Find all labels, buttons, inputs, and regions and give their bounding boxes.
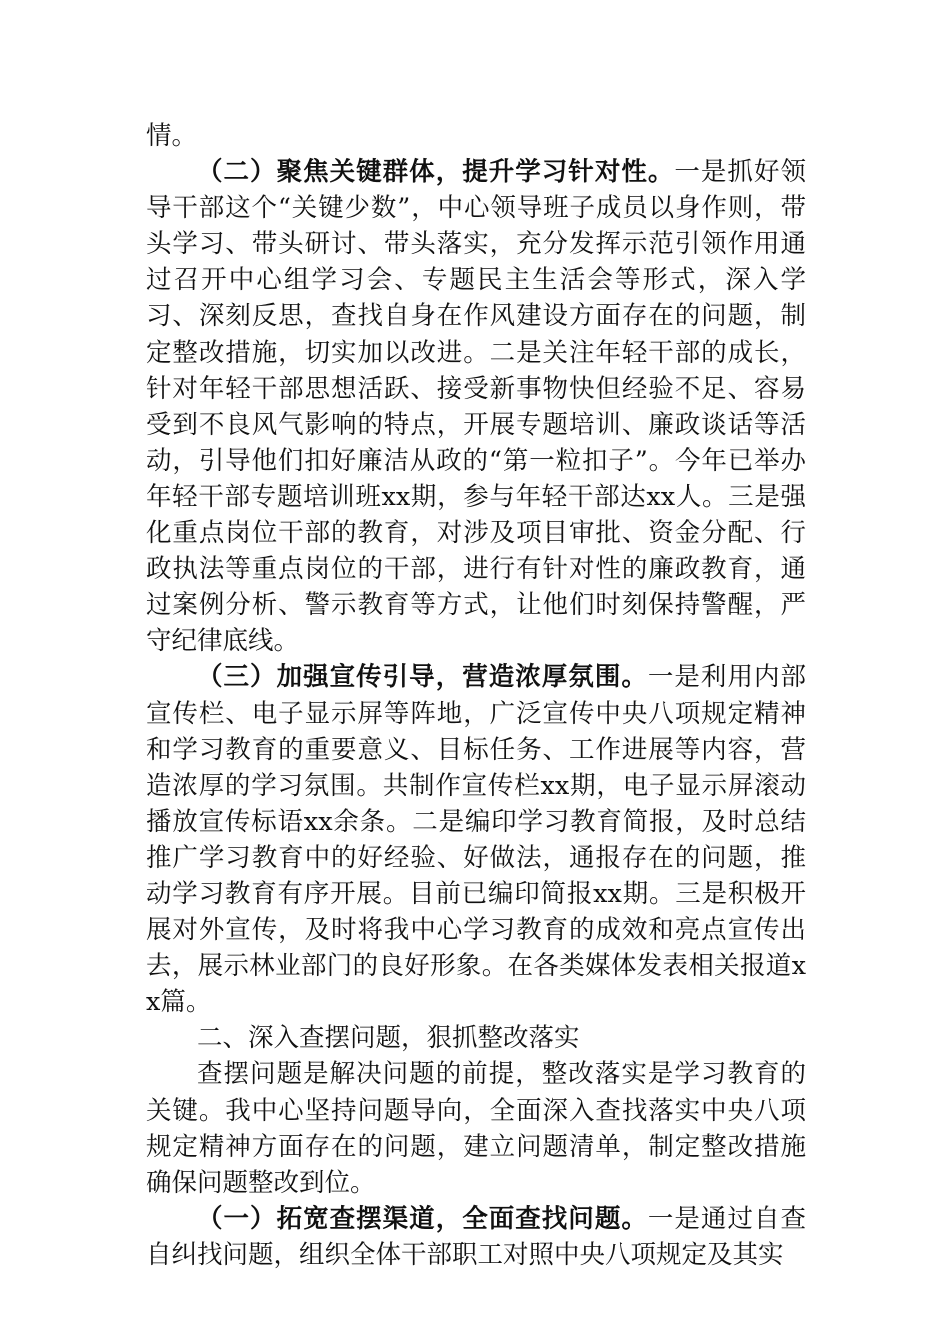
paragraph-text: 查摆问题是解决问题的前提，整改落实是学习教育的关键。我中心坚持问题导向，全面深入查找落实中央八项规定精神方面存在的问题，建立问题清单，制定整改措施确保问题整改到位。 <box>146 1059 806 1198</box>
paragraph-text: 情。 <box>146 121 198 151</box>
paragraph-lead: （二）聚焦关键群体，提升学习针对性。 <box>197 157 675 188</box>
paragraph-lead: （三）加强宣传引导，营造浓厚氛围。 <box>197 662 648 693</box>
paragraph-publicity <box>146 659 806 1020</box>
paragraph-key-groups <box>146 154 806 659</box>
paragraph-text: 一是抓好领导干部这个“关键少数”，中心领导班子成员以身作则，带头学习、带头研讨、带头落实，充分发挥示范引领作用通过召开中心组学习会、专题民主生活会等形式，深入学习、深刻反思，查找自身在作风建设方面存在的问题，制定整改措施，切实加以改进。二是关注年轻干部的成长，针对年轻干部思想活跃、接受新事物快但经验不足、容易受到不良风气影响的特点，开展专题培训、廉政谈话等活动，引导他们扣好廉洁从政的“第一粒扣子”。今年已举办年轻干部专题培训班xx期，参与年轻干部达xx人。三是强化重点岗位干部的教育，对涉及项目审批、资金分配、行政执法等重点岗位的干部，进行有针对性的廉政教育，通过案例分析、警示教育等方式，让他们时刻保持警醒，严守纪律底线。 <box>146 157 806 657</box>
paragraph-text: 一是通过自查自纠找问题，组织全体干部职工对照中央八项规定及其实 <box>146 1203 806 1270</box>
section-heading: 二、深入查摆问题，狠抓整改落实 <box>197 1023 580 1054</box>
paragraph-channels <box>146 1201 806 1273</box>
paragraph-text: 一是利用内部宣传栏、电子显示屏等阵地，广泛宣传中央八项规定精神和学习教育的重要意义、目标任务、工作进展等内容，营造浓厚的学习氛围。共制作宣传栏xx期，电子显示屏滚动播放宣传标语xx余条。二是编印学习教育简报，及时总结推广学习教育中的好经验、好做法，通报存在的问题，推动学习教育有序开展。目前已编印简报xx期。三是积极开展对外宣传，及时将我中心学习教育的成效和亮点宣传出去，展示林业部门的良好形象。在各类媒体发表相关报道xx篇。 <box>146 662 806 1018</box>
paragraph-continuation <box>146 118 806 154</box>
document-body <box>146 118 806 1273</box>
paragraph-section-intro <box>146 1056 806 1200</box>
paragraph-lead: （一）拓宽查摆渠道，全面查找问题。 <box>197 1203 648 1234</box>
